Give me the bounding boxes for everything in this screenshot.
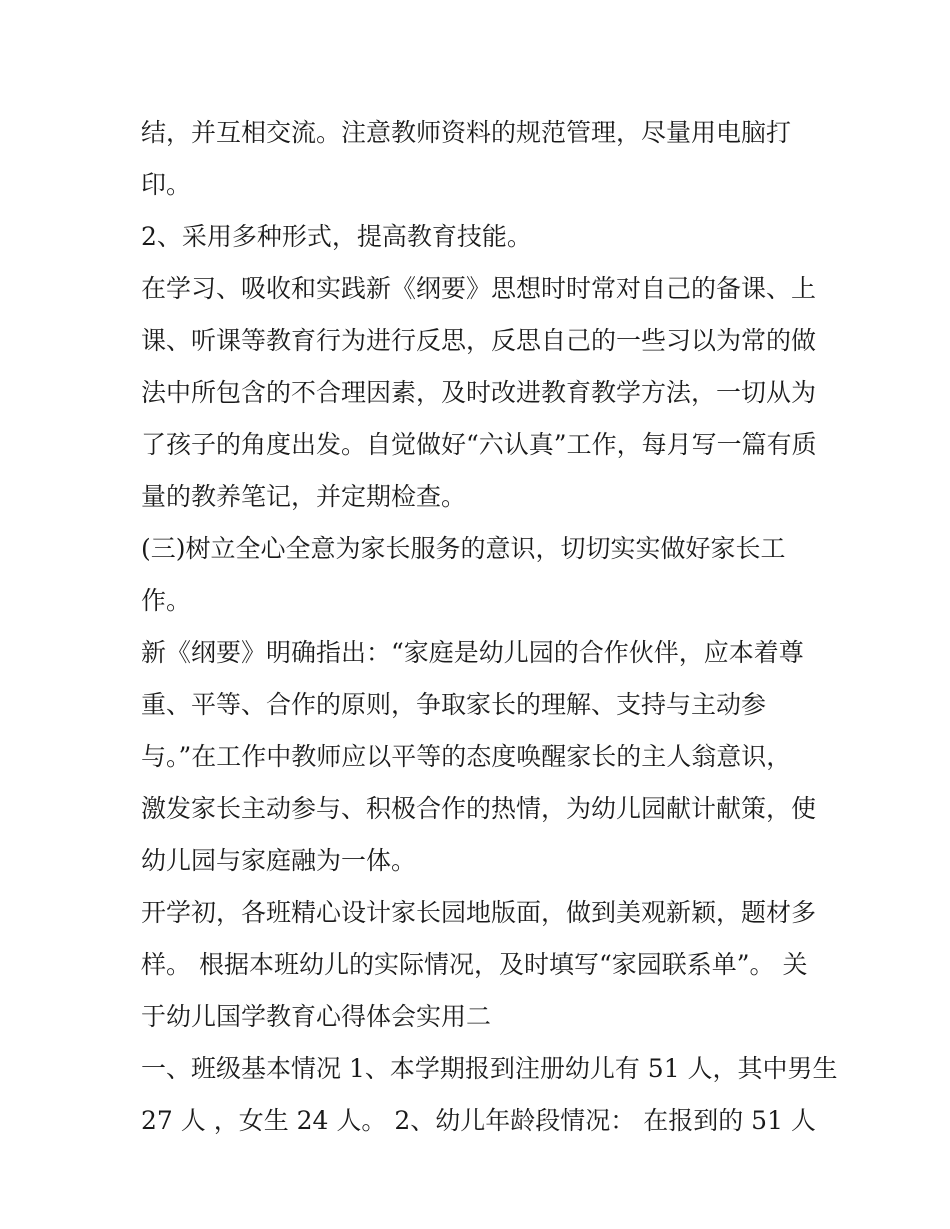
text-line: 了孩子的角度出发。自觉做好“六认真”工作，每月写一篇有质 — [141, 430, 817, 459]
text-line: (三)树立全心全意为家长服务的意识，切切实实做好家长工 — [141, 534, 786, 563]
text-line: 结，并互相交流。注意教师资料的规范管理，尽量用电脑打 — [141, 118, 792, 147]
text-line: 印。 — [141, 170, 192, 199]
text-line: 法中所包含的不合理因素，及时改进教育教学方法，一切从为 — [141, 378, 817, 407]
text-line: 开学初，各班精心设计家长园地版面，做到美观新颖，题材多 — [141, 898, 817, 927]
text-line: 在学习、吸收和实践新《纲要》思想时时常对自己的备课、上 — [141, 274, 817, 303]
text-line: 重、平等、合作的原则，争取家长的理解、支持与主动参 — [141, 690, 767, 719]
text-line: 幼儿园与家庭融为一体。 — [141, 846, 417, 875]
text-line: 激发家长主动参与、积极合作的热情，为幼儿园献计献策，使 — [141, 794, 817, 823]
text-line: 与。”在工作中教师应以平等的态度唤醒家长的主人翁意识， — [141, 742, 792, 771]
text-line: 27 人 ，女生 24 人。 2、幼儿年龄段情况： 在报到的 51 人 — [141, 1106, 816, 1135]
document-text-body — [141, 107, 838, 1147]
text-line: 新《纲要》明确指出：“家庭是幼儿园的合作伙伴，应本着尊 — [141, 638, 804, 667]
text-line: 样。 根据本班幼儿的实际情况，及时填写“家园联系单”。 关 — [141, 950, 808, 979]
text-line: 课、听课等教育行为进行反思，反思自己的一些习以为常的做 — [141, 326, 817, 355]
text-line: 作。 — [141, 586, 192, 615]
text-line: 一、班级基本情况 1、本学期报到注册幼儿有 51 人，其中男生 — [141, 1054, 838, 1083]
text-line: 量的教养笔记，并定期检查。 — [141, 482, 467, 511]
text-line: 2、采用多种形式，提高教育技能。 — [141, 222, 532, 251]
text-line: 于幼儿国学教育心得体会实用二 — [141, 1002, 492, 1031]
